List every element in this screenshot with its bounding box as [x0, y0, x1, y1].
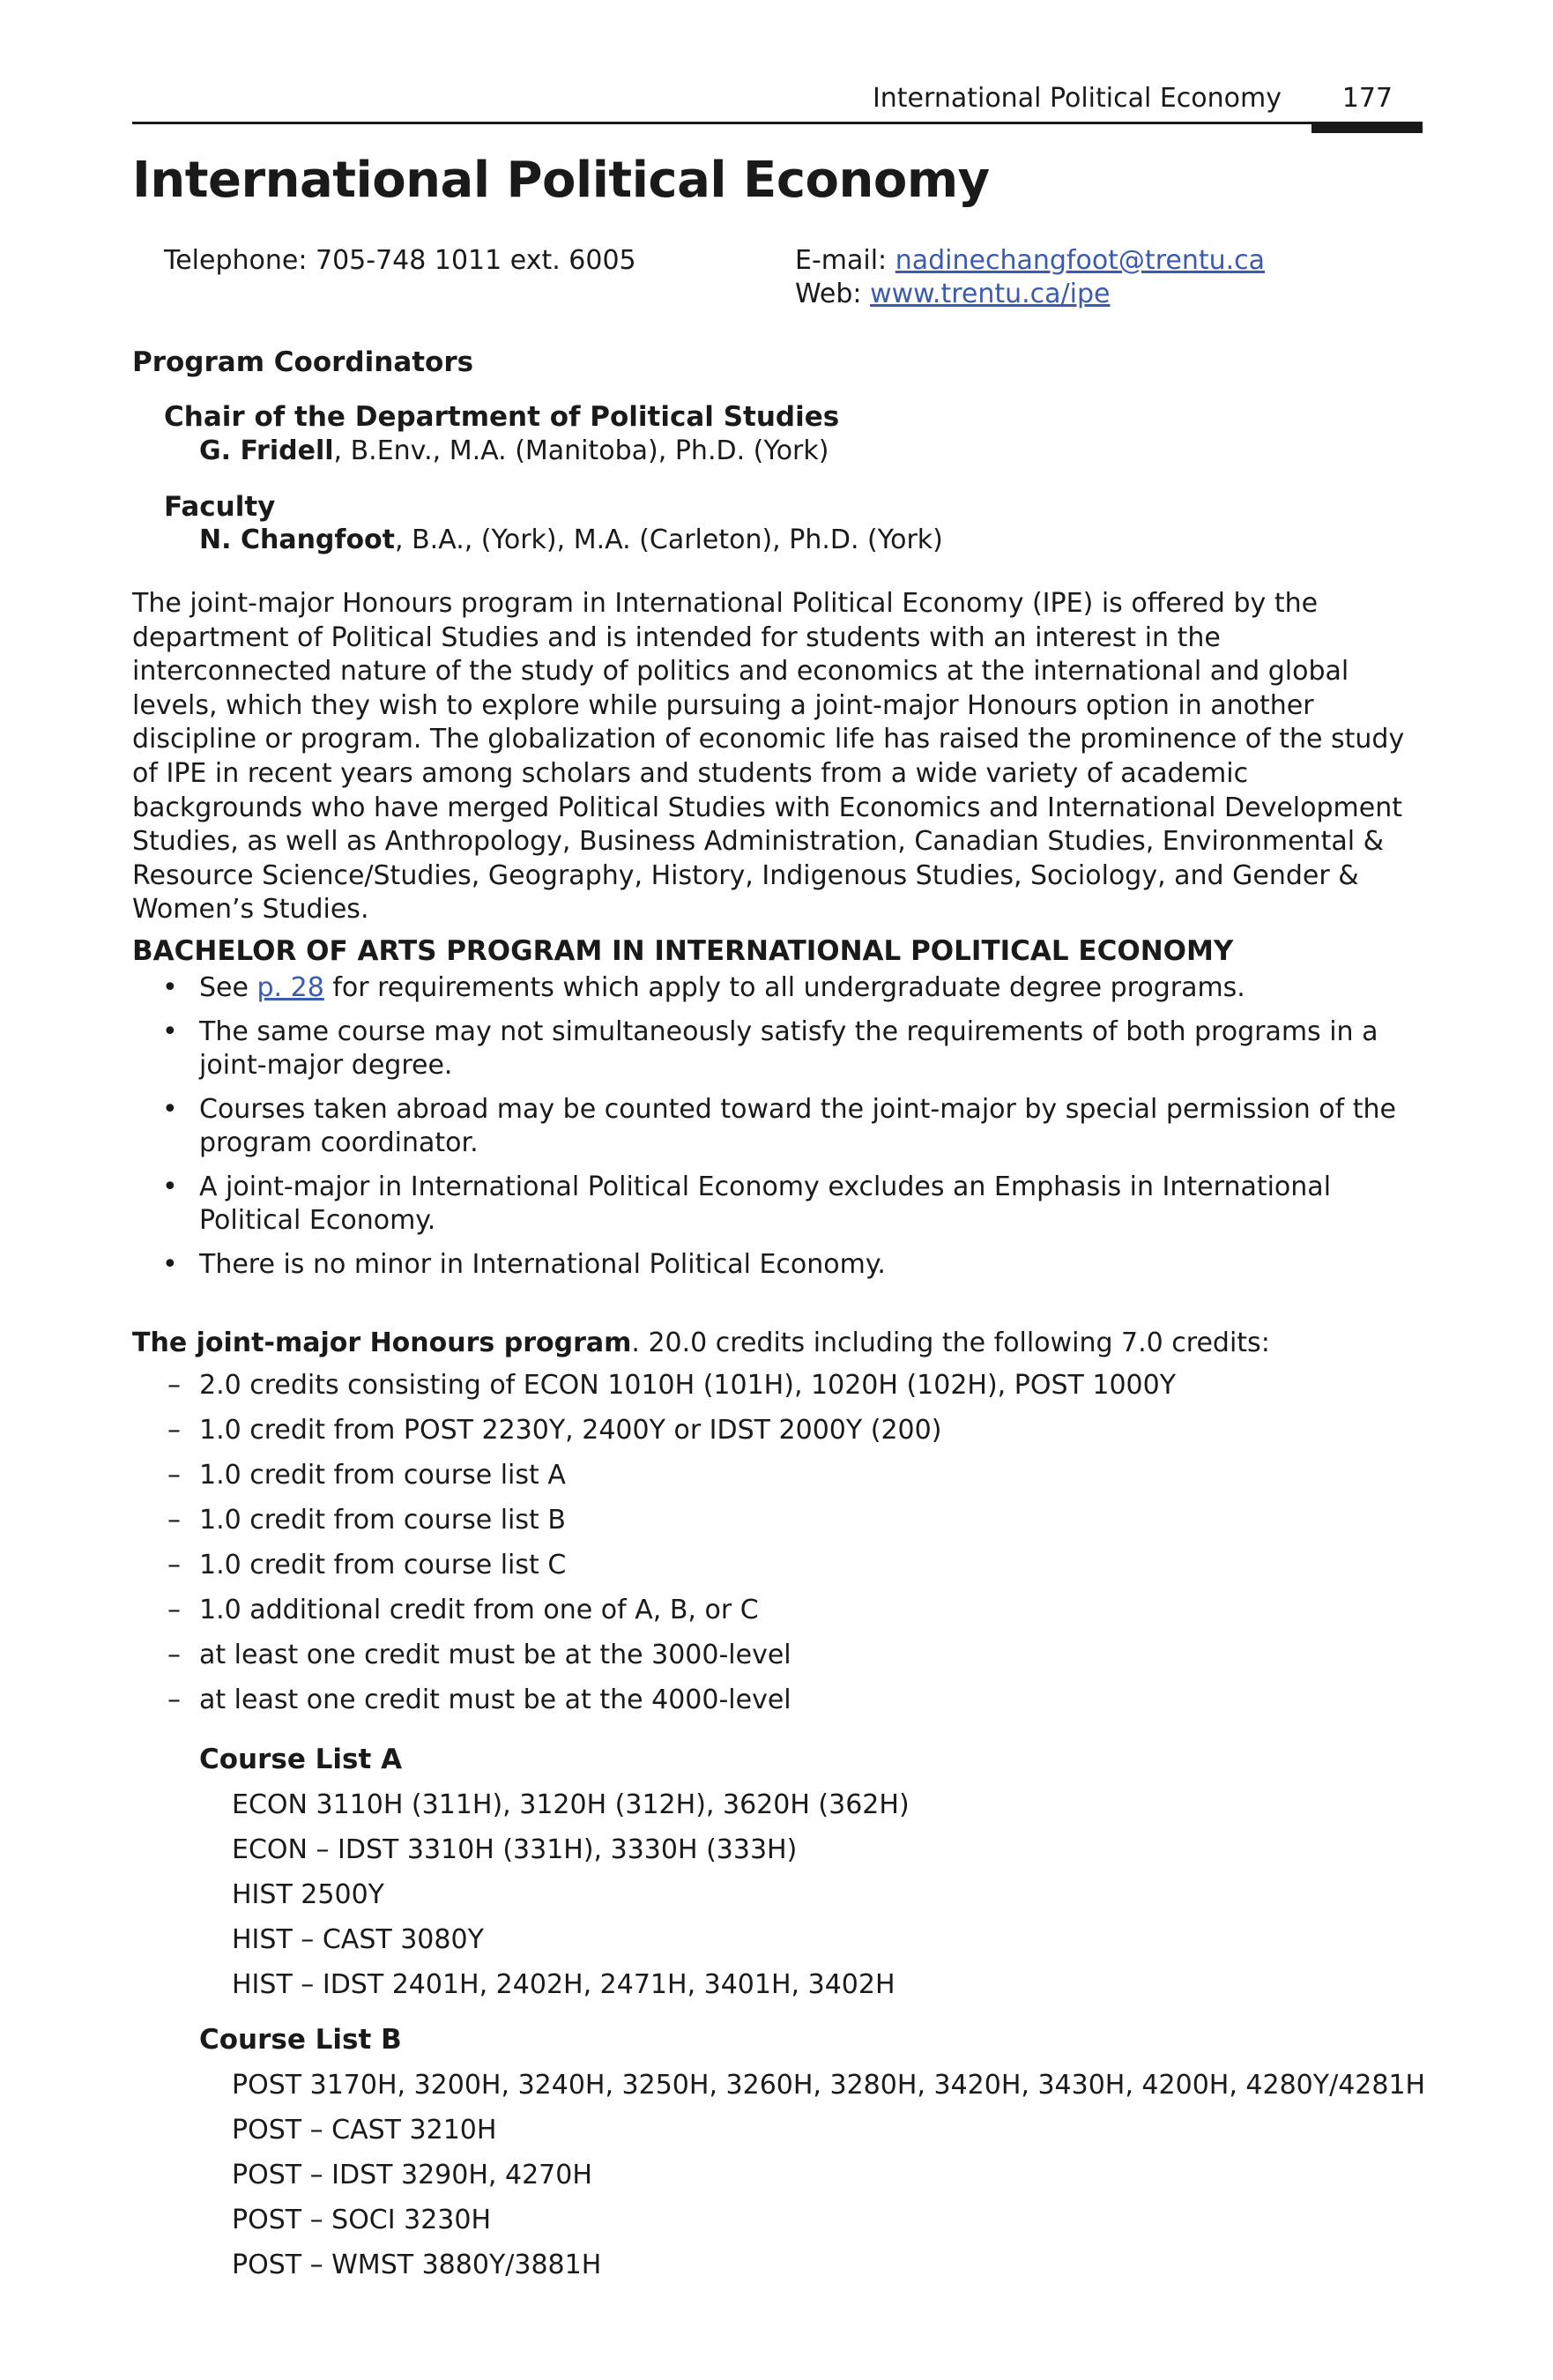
- list-item: POST – WMST 3880Y/3881H: [232, 2250, 602, 2280]
- list-item: – 1.0 credit from course list C: [167, 1550, 567, 1580]
- list-item: POST – CAST 3210H: [232, 2115, 497, 2146]
- honours-requirements: [162, 1369, 1176, 1729]
- course-list-b-heading: Course List B: [199, 2024, 402, 2056]
- list-item: • See p. 28 for requirements which apply to all undergraduate degree programs.: [162, 972, 1245, 1003]
- running-title: International Political Economy: [872, 83, 1282, 114]
- chair-entry: [199, 435, 829, 468]
- course-list-a: [232, 1789, 910, 2013]
- list-item: – at least one credit must be at the 3000-level: [167, 1640, 791, 1670]
- honours-label: The joint-major Honours program: [132, 1328, 632, 1358]
- page-28-link[interactable]: p. 28: [256, 972, 324, 1003]
- web-label: Web:: [795, 279, 871, 309]
- email-label: E-mail:: [795, 245, 895, 276]
- web-line: [795, 278, 1111, 311]
- list-item: – at least one credit must be at the 4000-level: [167, 1685, 791, 1715]
- header-tab-bar: [1312, 122, 1423, 133]
- intro-paragraph: The joint-major Honours program in International Political Economy (IPE) is offered by the department of Political Studies and is intended for students with an interest in the interconnected nature of the study of politics and economics at the international and global levels, which they wish to explore while pursuing a joint-major Honours option in another discipline or program. The globalization of economic life has raised the prominence of the study of IPE in recent years among scholars and students from a wide variety of academic backgrounds who have merged Political Studies with Economics and International Development Studies, as well as Anthropology, Business Administration, Canadian Studies, Environmental & Resource Science/Studies, Geography, History, Indigenous Studies, Sociology, and Gender & Women’s Studies.: [132, 588, 1405, 926]
- faculty-entry: [199, 524, 943, 557]
- list-item: – 1.0 credit from course list B: [167, 1505, 566, 1536]
- list-item: – 1.0 credit from POST 2230Y, 2400Y or IDST 2000Y (200): [167, 1415, 942, 1446]
- page-title: International Political Economy: [132, 152, 990, 209]
- list-item: – 1.0 additional credit from one of A, B, or C: [167, 1595, 759, 1625]
- coordinators-heading: Program Coordinators: [132, 346, 474, 378]
- list-item: – 2.0 credits consisting of ECON 1010H (101H), 1020H (102H), POST 1000Y: [167, 1370, 1177, 1401]
- list-item: HIST 2500Y: [232, 1879, 384, 1910]
- page-number: 177: [1341, 83, 1393, 114]
- list-item: • A joint-major in International Political Economy excludes an Emphasis in International Political Economy.: [162, 1171, 1332, 1236]
- chair-degrees: , B.Env., M.A. (Manitoba), Ph.D. (York): [333, 435, 829, 466]
- list-item: ECON – IDST 3310H (331H), 3330H (333H): [232, 1834, 798, 1865]
- running-header: [132, 79, 1423, 124]
- faculty-degrees: , B.A., (York), M.A. (Carleton), Ph.D. (York): [395, 524, 943, 555]
- list-item: • There is no minor in International Political Economy.: [162, 1249, 886, 1280]
- honours-intro: The joint-major Honours program. 20.0 credits including the following 7.0 credits:: [132, 1328, 1270, 1358]
- list-item: – 1.0 credit from course list A: [167, 1460, 566, 1491]
- list-item: • The same course may not simultaneously satisfy the requirements of both programs in a joint-major degree.: [162, 1016, 1378, 1081]
- web-link[interactable]: www.trentu.ca/ipe: [870, 279, 1111, 309]
- email-link[interactable]: nadinechangfoot@trentu.ca: [895, 245, 1266, 276]
- list-item: HIST – CAST 3080Y: [232, 1924, 484, 1955]
- faculty-name: N. Changfoot: [199, 524, 396, 555]
- list-item: ECON 3110H (311H), 3120H (312H), 3620H (362H): [232, 1789, 910, 1820]
- course-list-a-heading: Course List A: [199, 1744, 403, 1775]
- faculty-heading: Faculty: [164, 491, 276, 523]
- list-item: POST – SOCI 3230H: [232, 2205, 492, 2235]
- list-item: POST – IDST 3290H, 4270H: [232, 2160, 592, 2190]
- requirements-list: [162, 971, 1405, 1292]
- telephone: Telephone: 705-748 1011 ext. 6005: [164, 245, 636, 276]
- list-item: HIST – IDST 2401H, 2402H, 2471H, 3401H, 3402H: [232, 1969, 895, 2000]
- course-list-b: [232, 2069, 1425, 2294]
- list-item: POST 3170H, 3200H, 3240H, 3250H, 3260H, 3280H, 3420H, 3430H, 4200H, 4280Y/4281H: [232, 2070, 1426, 2101]
- chair-heading: Chair of the Department of Political Studies: [164, 401, 840, 433]
- ba-heading: BACHELOR OF ARTS PROGRAM IN INTERNATIONAL POLITICAL ECONOMY: [132, 935, 1234, 967]
- chair-name: G. Fridell: [199, 435, 334, 466]
- email-line: [795, 244, 1265, 278]
- list-item: • Courses taken abroad may be counted toward the joint-major by special permission of the program coordinator.: [162, 1094, 1396, 1158]
